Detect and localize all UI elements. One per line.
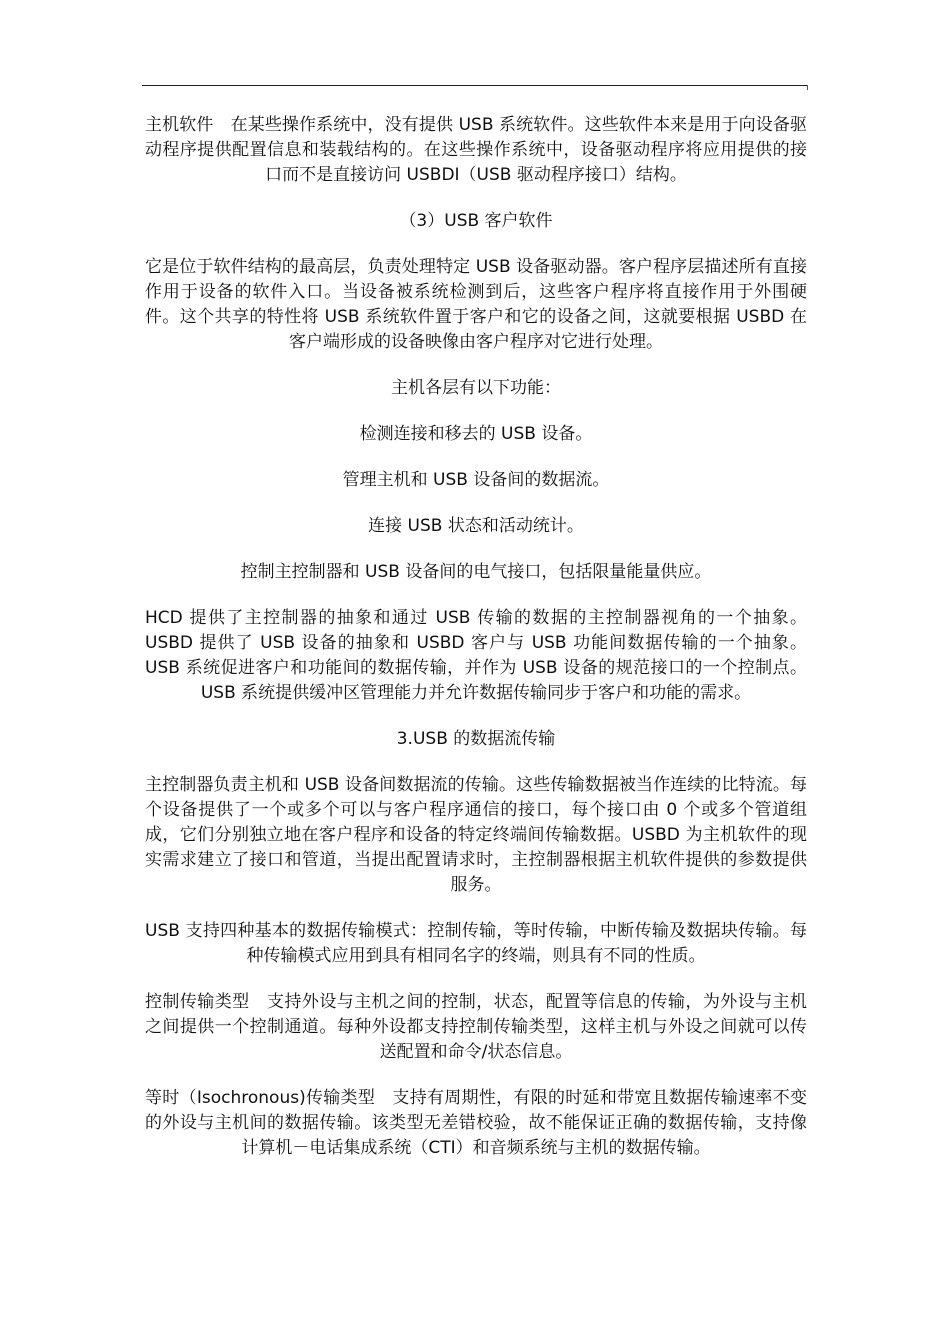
paragraph-host-software: 主机软件 在某些操作系统中，没有提供 USB 系统软件。这些软件本来是用于向设备驱动程序提供配置信息和装载结构的。在这些操作系统中，设备驱动程序将应用提供的接口而不是直接访问 USBDI（USB 驱动程序接口）结构。 [145, 115, 807, 185]
list-item-manage-dataflow: 管理主机和 USB 设备间的数据流。 [342, 470, 610, 490]
list-item-detect-devices: 检测连接和移去的 USB 设备。 [359, 424, 593, 444]
paragraph-dataflow: 主控制器负责主机和 USB 设备间数据流的传输。这些传输数据被当作连续的比特流。每个设备提供了一个或多个可以与客户程序通信的接口，每个接口由 0 个或多个管道组成，它们分别独立地在客户程序和设备的特定终端间传输数据。USBD 为主机软件的现实需求建立了接口和管道，当提出配置请求时，主控制器根据主机软件提供的参数提供服务。 [145, 775, 807, 895]
paragraph-host-layer-functions: 主机各层有以下功能： [391, 378, 561, 398]
section-heading-client-software: （3）USB 客户软件 [399, 211, 553, 231]
list-item-electrical-interface: 控制主控制器和 USB 设备间的电气接口，包括限量能量供应。 [240, 562, 712, 582]
paragraph-hcd-usbd: HCD 提供了主控制器的抽象和通过 USB 传输的数据的主控制器视角的一个抽象。USBD 提供了 USB 设备的抽象和 USBD 客户与 USB 功能间数据传输的一个抽象。USB 系统促进客户和功能间的数据传输，并作为 USB 设备的规范接口的一个控制点。USB 系统提供缓冲区管理能力并允许数据传输同步于客户和功能的需求。 [145, 608, 807, 703]
section-heading-dataflow: 3.USB 的数据流传输 [396, 729, 556, 749]
document-body [145, 113, 807, 1161]
header-rule-tick [807, 85, 808, 90]
paragraph-control-transfer: 控制传输类型 支持外设与主机之间的控制，状态，配置等信息的传输，为外设与主机之间提供一个控制通道。每种外设都支持控制传输类型，这样主机与外设之间就可以传送配置和命令/状态信息。 [145, 992, 807, 1062]
header-rule [142, 85, 808, 86]
paragraph-isochronous-transfer: 等时（Isochronous)传输类型 支持有周期性，有限的时延和带宽且数据传输速率不变的外设与主机间的数据传输。该类型无差错校验，故不能保证正确的数据传输，支持像计算机－电话集成系统（CTI）和音频系统与主机的数据传输。 [145, 1088, 807, 1158]
list-item-status-statistics: 连接 USB 状态和活动统计。 [368, 516, 584, 536]
paragraph-client-software: 它是位于软件结构的最高层，负责处理特定 USB 设备驱动器。客户程序层描述所有直接作用于设备的软件入口。当设备被系统检测到后，这些客户程序将直接作用于外围硬件。这个共享的特性将 USB 系统软件置于客户和它的设备之间，这就要根据 USBD 在客户端形成的设备映像由客户程序对它进行处理。 [145, 257, 807, 352]
paragraph-transfer-modes: USB 支持四种基本的数据传输模式：控制传输，等时传输，中断传输及数据块传输。每种传输模式应用到具有相同名字的终端，则具有不同的性质。 [145, 921, 807, 966]
